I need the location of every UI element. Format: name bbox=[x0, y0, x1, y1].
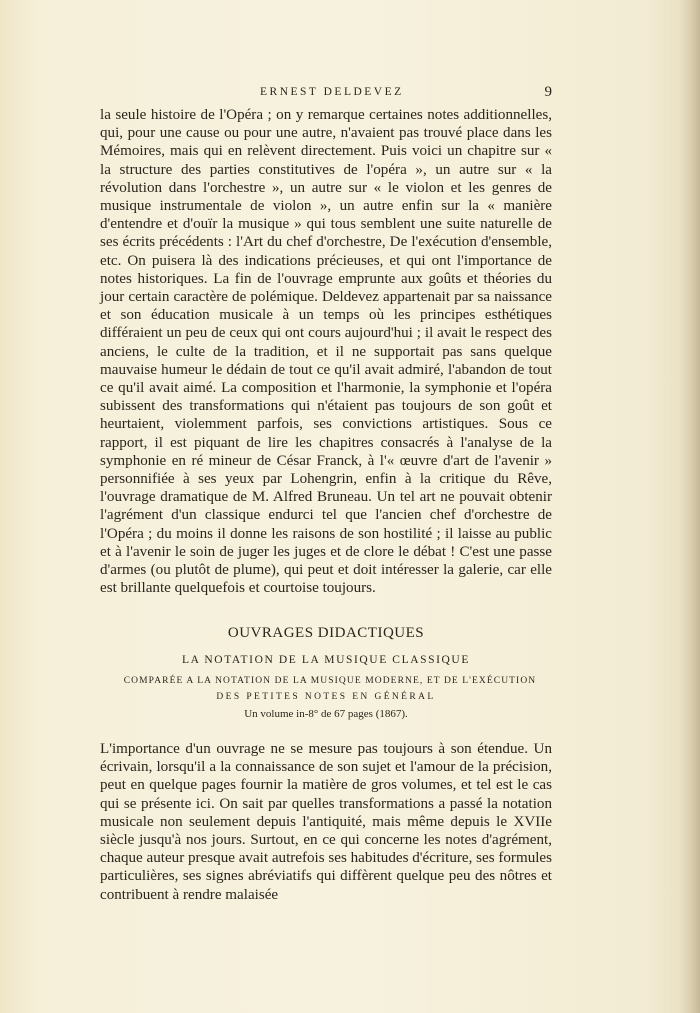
body-paragraph-1: la seule histoire de l'Opéra ; on y remarque certaines notes additionnelles, qui, pour une cause ou pour une autre, n'avaient pas trouvé place dans les Mémoires, mais qui en relèvent directement. Puis voici un chapitre sur « la structure des parties constitutives de l'opéra », un autre sur « la révolution dans l'orchestre », un autre sur « le violon et les genres de musique instrumentale de violon », un autre enfin sur la « manière d'entendre et d'ouïr la musique » qui tous semblent une suite naturelle de ses écrits précédents : l'Art du chef d'orchestre, De l'exécution d'ensemble, etc. On puisera là des indications précieuses, et qui ont l'importance de notes historiques. La fin de l'ouvrage emprunte aux goûts et théories du jour certain caractère de polémique. Deldevez appartenait par sa naissance et son éducation musicale à un temps où les principes esthétiques différaient un peu de ceux qui ont cours aujourd'hui ; il avait le respect des anciens, le culte de la tradition, et il ne supportait pas sans quelque mauvaise humeur le dédain de tout ce qu'il avait admiré, l'abandon de tout ce qu'il avait aimé. La composition et l'harmonie, la symphonie et l'opéra subissent des transformations qui n'étaient pas toujours de son goût et heurtaient, violemment parfois, ses convictions artistiques. Sous ce rapport, il est piquant de lire les chapitres consacrés à l'analyse de la symphonie en ré mineur de César Franck, à l'« œuvre d'art de l'avenir » personnifiée à ses yeux par Lohengrin, enfin à la critique du Rêve, l'ouvrage dramatique de M. Alfred Bruneau. Un tel art ne pouvait obtenir l'agrément d'un classique endurci tel que l'ancien chef d'orchestre de l'Opéra ; du moins il donne les raisons de son hostilité ; il laisse au public et à l'avenir le soin de juger les juges et de clore le débat ! C'est une passe d'armes (ou plutôt de plume), qui peut et doit intéresser la galerie, car elle est brillante quelquefois et courtoise toujours. bbox=[100, 107, 552, 597]
page-spine-shadow bbox=[678, 0, 700, 1013]
book-title-line-2: COMPARÉE A LA NOTATION DE LA MUSIQUE MODERNE, ET DE L'EXÉCUTION bbox=[123, 676, 537, 686]
body-paragraph-2: L'importance d'un ouvrage ne se mesure pas toujours à son étendue. Un écrivain, lorsqu'il a la connaissance de son sujet et l'amour de la précision, peut en quelque pages fournir la matière de gros volumes, et tel est le cas qui se présente ici. On sait par quelles transformations a passé la notation musicale non seulement depuis l'antiquité, mais même depuis le XVIIe siècle jusqu'à nos jours. Surtout, en ce qui concerne les notes d'agrément, chaque auteur presque avait autrefois ses habitudes d'écriture, ses formules particulières, ses signes abréviatifs qui diffèrent quelque peu des nôtres et contribuent à rendre malaisée bbox=[100, 741, 553, 903]
book-title-line-1: LA NOTATION DE LA MUSIQUE CLASSIQUE bbox=[182, 654, 470, 666]
book-title-line-3: DES PETITES NOTES EN GÉNÉRAL bbox=[216, 692, 436, 702]
section-title: OUVRAGES DIDACTIQUES bbox=[227, 625, 425, 641]
book-info: Un volume in-8° de 67 pages (1867). bbox=[244, 708, 408, 720]
running-head-author: ERNEST DELDEVEZ bbox=[260, 86, 404, 98]
running-header bbox=[100, 86, 552, 106]
page-number: 9 bbox=[544, 84, 552, 100]
